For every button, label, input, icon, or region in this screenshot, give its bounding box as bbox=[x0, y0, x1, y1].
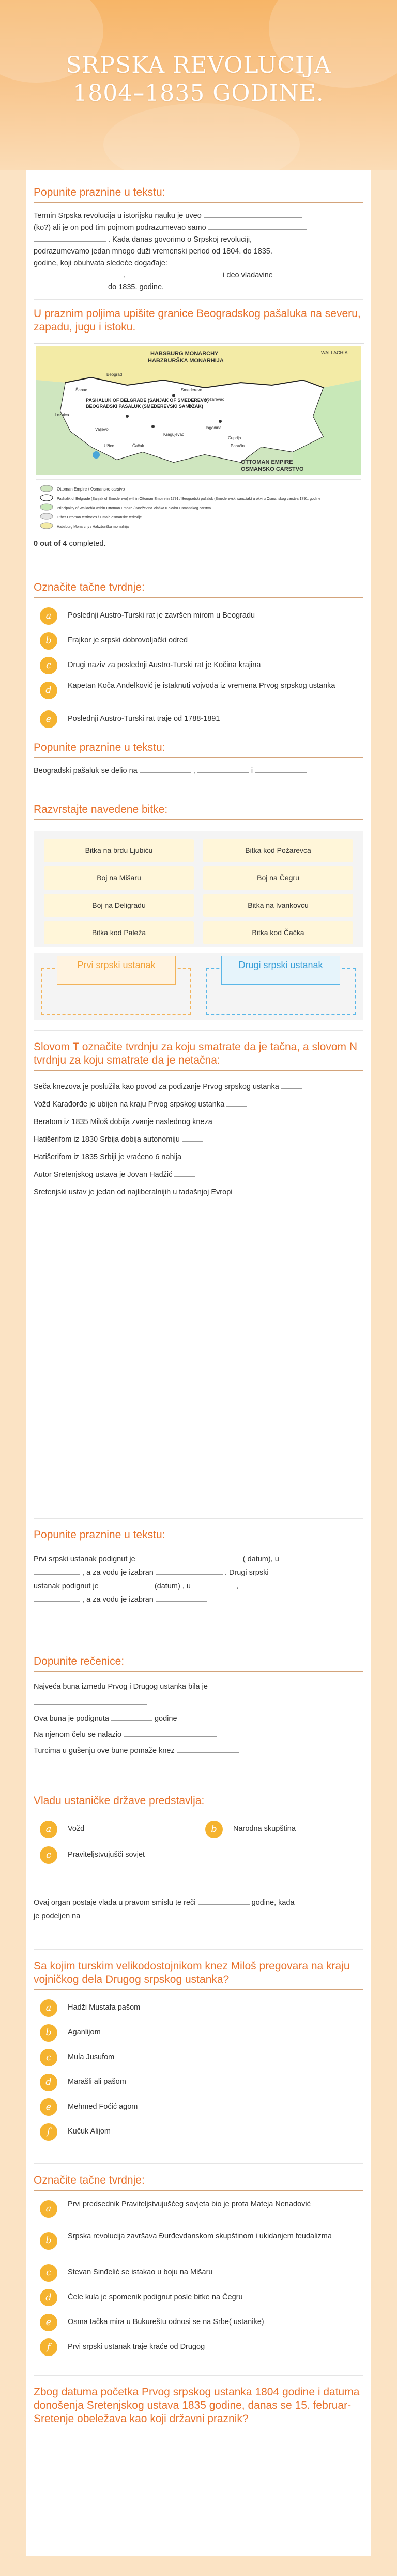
text: , bbox=[193, 767, 195, 775]
section-heading: Razvrstajte navedene bitke: bbox=[34, 803, 363, 820]
draggable-card[interactable]: Bitka kod Paleža bbox=[44, 921, 194, 944]
map-figure bbox=[34, 343, 364, 535]
blank-input[interactable] bbox=[101, 1581, 152, 1588]
page-header bbox=[0, 0, 397, 170]
text: , a za vođu je izabran bbox=[82, 1569, 154, 1577]
fill-text bbox=[34, 210, 363, 293]
option-letter: c bbox=[40, 2049, 57, 2066]
option-letter: e bbox=[40, 710, 57, 728]
title-line-2: 1804–1835 GODINE. bbox=[73, 80, 324, 106]
decor-blob bbox=[103, 103, 300, 170]
blank-input[interactable] bbox=[281, 1081, 302, 1089]
draggable-card[interactable]: Boj na Čegru bbox=[203, 866, 353, 890]
tf-item bbox=[34, 1148, 363, 1166]
map-legend-item: Principality of Wallachia within Ottoman Empire / Kneževina Vlaška u okviru Osmanskog carstva bbox=[57, 507, 211, 510]
title-line-1: SRPSKA REVOLUCIJA bbox=[66, 52, 331, 78]
map-town: Čačak bbox=[132, 444, 144, 448]
answer-option[interactable] bbox=[34, 2287, 363, 2308]
blank-input[interactable] bbox=[82, 1910, 160, 1918]
option-text: Narodna skupština bbox=[233, 1825, 296, 1833]
text: podrazumevamo jedan mnogo duži vremenski period od 1804. do 1835. bbox=[34, 247, 272, 256]
fill-text bbox=[34, 1553, 363, 1606]
fill-text bbox=[34, 1896, 363, 1923]
option-text: Prvi predsednik Praviteljstvujuščeg sovjeta bio je prota Mateja Nenadović bbox=[68, 2200, 311, 2208]
option-text: Vožd bbox=[68, 1825, 85, 1833]
section-true-statements-1 bbox=[34, 581, 363, 733]
text: Na njenom čelu se nalazio bbox=[34, 1731, 122, 1739]
answer-option[interactable] bbox=[34, 655, 363, 675]
option-text: Poslednji Austro-Turski rat traje od 1788-1891 bbox=[68, 715, 220, 723]
answer-option[interactable] bbox=[34, 2121, 363, 2142]
option-text: Mehmed Foćić agom bbox=[68, 2103, 138, 2111]
tf-text: Beratom iz 1835 Miloš dobija zvanje naslednog kneza bbox=[34, 1118, 212, 1126]
draggable-card[interactable]: Boj na Mišaru bbox=[44, 866, 194, 890]
map-town: Užice bbox=[104, 444, 115, 448]
map-legend-item: Pashalik of Belgrade (Sanjak of Smederevo) within Ottoman Empire in 1791 / Beogradski pašaluk (Smederevski sandžak) u okviru Osmanskog carstva 1791. godine bbox=[57, 497, 321, 501]
option-letter: d bbox=[40, 2074, 57, 2091]
text: , bbox=[236, 1582, 239, 1590]
section-heading: Dopunite rečenice: bbox=[34, 1655, 363, 1672]
map-label-wallachia: WALLACHIA bbox=[321, 350, 348, 355]
map-town: Ćuprija bbox=[228, 436, 241, 440]
option-letter: d bbox=[40, 2289, 57, 2306]
section-heading: Sa kojim turskim velikodostojnikom knez Miloš pregovara na kraju vojničkog dela Drugog srpskog ustanka? bbox=[34, 1959, 363, 1990]
option-letter: c bbox=[40, 657, 57, 674]
divider bbox=[34, 2375, 363, 2376]
option-text: Srpska revolucija završava Đurđevdanskom skupštinom i ukidanjem feudalizma bbox=[68, 2232, 332, 2240]
page-title bbox=[0, 52, 397, 107]
section-heading: Zbog datuma početka Prvog srpskog ustanka 1804 godine i datuma donošenja Sretenjskog ustava 1835 godine, danas se 15. februar-Sretenje obeležava kao koji državni praznik? bbox=[34, 2386, 360, 2425]
option-letter: a bbox=[40, 2200, 57, 2218]
draggable-card[interactable]: Bitka kod Požarevca bbox=[203, 839, 353, 862]
option-letter: e bbox=[40, 2098, 57, 2116]
blank-input[interactable] bbox=[138, 1554, 241, 1561]
text: Beogradski pašaluk se delio na bbox=[34, 767, 138, 775]
sentence bbox=[34, 1743, 363, 1759]
sentence bbox=[34, 1679, 363, 1695]
section-fill-text-3 bbox=[34, 1528, 363, 1606]
blank-input[interactable] bbox=[215, 1116, 235, 1124]
map-label-pasaluk-sr: BEOGRADSKI PAŠALUK (SMEDEREVSKI SANDŽAK) bbox=[86, 404, 203, 409]
answer-option[interactable] bbox=[199, 1819, 354, 1839]
option-text: Ćele kula je spomenik podignut posle bitke na Čegru bbox=[68, 2293, 243, 2301]
section-holiday-question bbox=[34, 2385, 363, 2456]
tf-item bbox=[34, 1166, 363, 1183]
blank-input[interactable] bbox=[204, 210, 302, 218]
text: do 1835. godine. bbox=[108, 283, 164, 291]
blank-input[interactable] bbox=[34, 2446, 204, 2454]
map-progress bbox=[34, 540, 363, 548]
text: godine, kada bbox=[251, 1899, 295, 1907]
card-tray bbox=[34, 831, 363, 947]
option-text: Stevan Sinđelić se istakao u boju na Mišaru bbox=[68, 2268, 213, 2277]
text: (ko?) ali je on pod tim pojmom podrazumevao samo bbox=[34, 224, 206, 232]
blank-input[interactable] bbox=[34, 1594, 80, 1602]
section-complete-sentences bbox=[34, 1655, 363, 1759]
option-text: Kučuk Alijom bbox=[68, 2127, 111, 2136]
text: Najveća buna između Prvog i Drugog ustanka bila je bbox=[34, 1683, 208, 1691]
section-sort-battles bbox=[34, 803, 363, 827]
answer-option[interactable] bbox=[34, 679, 363, 704]
option-letter: f bbox=[40, 2338, 57, 2356]
blank-input[interactable] bbox=[182, 1134, 203, 1142]
option-letter: b bbox=[40, 2024, 57, 2042]
divider bbox=[34, 299, 363, 300]
blank-input[interactable] bbox=[34, 1697, 147, 1705]
option-text: Mula Jusufom bbox=[68, 2053, 115, 2061]
option-text: Poslednji Austro-Turski rat je završen mirom u Beogradu bbox=[68, 611, 255, 620]
map-town: Šabac bbox=[75, 388, 87, 392]
section-heading: U praznim poljima upišite granice Beogradskog pašaluka na severu, zapadu, jugu i istoku. bbox=[34, 308, 361, 333]
section-heading: Popunite praznine u tekstu: bbox=[34, 741, 363, 758]
text: i bbox=[251, 767, 253, 775]
section-map bbox=[34, 307, 363, 334]
text: . Drugi srpski bbox=[224, 1569, 269, 1577]
progress-count: 0 out of 4 bbox=[34, 540, 67, 548]
blank-input[interactable] bbox=[34, 234, 106, 242]
blank-input[interactable] bbox=[208, 222, 307, 230]
worksheet bbox=[26, 170, 371, 2556]
blank-input[interactable] bbox=[170, 258, 252, 265]
option-letter: e bbox=[40, 2314, 57, 2331]
section-negotiator bbox=[34, 1959, 363, 2146]
blank-input[interactable] bbox=[34, 281, 106, 289]
map-town: Jagodina bbox=[205, 425, 222, 430]
text: ustanak podignut je bbox=[34, 1582, 99, 1590]
fill-text bbox=[34, 765, 363, 777]
blank-input[interactable] bbox=[184, 1151, 204, 1159]
tf-item bbox=[34, 1183, 363, 1201]
map-town: Loznica bbox=[55, 413, 69, 417]
option-text: Praviteljstvujušči sovjet bbox=[68, 1851, 145, 1859]
tf-text: Seča knezova je poslužila kao povod za podizanje Prvog srpskog ustanka bbox=[34, 1083, 279, 1091]
text: Turcima u gušenju ove bune pomaže knez bbox=[34, 1747, 175, 1755]
text: Prvi srpski ustanak podignut je bbox=[34, 1555, 135, 1563]
draggable-card[interactable]: Bitka na brdu Ljubiću bbox=[44, 839, 194, 862]
tf-text: Autor Sretenjskog ustava je Jovan Hadžić bbox=[34, 1171, 173, 1179]
sentence bbox=[34, 1711, 363, 1727]
text: godine, koji obuhvata sledeće događaje: bbox=[34, 259, 167, 267]
answer-option[interactable] bbox=[34, 2262, 363, 2283]
blank-input[interactable] bbox=[197, 765, 249, 773]
answer-option[interactable] bbox=[34, 2198, 363, 2226]
text: godine bbox=[154, 1715, 177, 1723]
option-letter: d bbox=[40, 682, 57, 699]
tf-item bbox=[34, 1131, 363, 1148]
tf-text: Hatišerifom iz 1835 Srbiji je vraćeno 6 nahija bbox=[34, 1153, 182, 1161]
answer-option[interactable] bbox=[34, 2072, 363, 2092]
tf-text: Vožd Karađorđe je ubijen na kraju Prvog srpskog ustanka bbox=[34, 1100, 225, 1109]
section-government bbox=[34, 1794, 363, 1923]
section-heading: Slovom T označite tvrdnju za koju smatrate da je tačna, a slovom N tvrdnju za koju smatrate da je netačna: bbox=[34, 1040, 363, 1071]
section-true-statements-2 bbox=[34, 2174, 363, 2361]
text: Termin Srpska revolucija u istorijsku nauku je uveo bbox=[34, 212, 202, 220]
answer-option[interactable] bbox=[34, 1844, 240, 1865]
map-label-habsburg: HABSBURG MONARCHY bbox=[150, 351, 219, 357]
blank-input[interactable] bbox=[156, 1594, 207, 1602]
map-label-pasaluk: PASHALUK OF BELGRADE (SANJAK OF SMEDEREVO) bbox=[86, 398, 209, 403]
option-text: Marašli ali pašom bbox=[68, 2078, 126, 2086]
map-town: Beograd bbox=[106, 372, 123, 377]
map-label-habsburg-sr: HABZBURŠKA MONARHIJA bbox=[148, 358, 224, 364]
map-label-ottoman-sr: OSMANSKO CARSTVO bbox=[241, 466, 304, 472]
text: Ova buna je podignuta bbox=[34, 1715, 109, 1723]
answer-option[interactable] bbox=[34, 708, 363, 729]
text: ( datum), u bbox=[242, 1555, 279, 1563]
blank-input[interactable] bbox=[128, 270, 221, 277]
divider bbox=[34, 1518, 363, 1519]
section-heading: Popunite praznine u tekstu: bbox=[34, 186, 363, 203]
answer-option[interactable] bbox=[34, 1997, 363, 2018]
tf-list bbox=[34, 1078, 363, 1201]
bucket-label-second: Drugi srpski ustanak bbox=[221, 956, 340, 985]
map-image bbox=[34, 344, 363, 535]
text: . Kada danas govorimo o Srpskoj revoluciji, bbox=[108, 235, 252, 244]
blank-input[interactable] bbox=[111, 1713, 152, 1721]
option-letter: b bbox=[40, 2232, 57, 2250]
map-legend-item: Habsburg Monarchy / Habzburška monarhija bbox=[57, 525, 129, 529]
option-letter: f bbox=[40, 2123, 57, 2141]
sentence bbox=[34, 1727, 363, 1743]
map-town: Valjevo bbox=[95, 427, 109, 432]
option-letter: b bbox=[205, 1821, 223, 1838]
map-town: Požarevac bbox=[205, 397, 224, 402]
blank-input[interactable] bbox=[156, 1567, 223, 1575]
option-letter: c bbox=[40, 2264, 57, 2282]
map-town: Paraćin bbox=[231, 444, 245, 448]
map-legend-item: Other Ottoman territories / Ostale osmanske teritorije bbox=[57, 516, 142, 519]
option-text: Kapetan Koča Anđelković je istaknuti vojvoda iz vremena Prvog srpskog ustanka bbox=[68, 682, 335, 690]
option-letter: a bbox=[40, 1821, 57, 1838]
option-text: Frajkor je srpski dobrovoljački odred bbox=[68, 636, 188, 644]
option-letter: a bbox=[40, 607, 57, 625]
text: (datum) , u bbox=[154, 1582, 191, 1590]
tf-item bbox=[34, 1096, 363, 1113]
tf-text: Hatišerifom iz 1830 Srbija dobija autonomiju bbox=[34, 1135, 180, 1144]
blank-input[interactable] bbox=[255, 765, 307, 773]
answer-option[interactable] bbox=[34, 605, 363, 626]
divider bbox=[34, 1949, 363, 1950]
answer-option[interactable] bbox=[34, 2312, 363, 2332]
tf-item bbox=[34, 1078, 363, 1096]
divider bbox=[34, 1030, 363, 1031]
answer-option[interactable] bbox=[34, 2022, 363, 2043]
divider bbox=[34, 2163, 363, 2164]
blank-input[interactable] bbox=[235, 1187, 255, 1194]
map-town: Smederevo bbox=[181, 388, 202, 392]
blank-input[interactable] bbox=[34, 270, 121, 277]
blank-input[interactable] bbox=[177, 1745, 239, 1753]
progress-suffix: completed. bbox=[69, 540, 106, 548]
text: i deo vladavine bbox=[223, 271, 273, 279]
option-text: Prvi srpski ustanak traje kraće od Drugog bbox=[68, 2343, 205, 2351]
section-heading: Vladu ustaničke države predstavlja: bbox=[34, 1794, 363, 1811]
options-grid bbox=[34, 1819, 363, 1870]
text: je podeljen na bbox=[34, 1912, 81, 1920]
blank-input[interactable] bbox=[198, 1897, 250, 1905]
blank-input[interactable] bbox=[193, 1581, 234, 1588]
answer-option[interactable] bbox=[34, 2096, 363, 2117]
option-letter: b bbox=[40, 632, 57, 650]
option-text: Drugi naziv za poslednji Austro-Turski rat je Kočina krajina bbox=[68, 661, 261, 669]
sentence-list bbox=[34, 1679, 363, 1759]
map-town: Kragujevac bbox=[163, 432, 185, 437]
section-fill-text-2 bbox=[34, 741, 363, 777]
answer-option[interactable] bbox=[34, 630, 363, 651]
draggable-card[interactable]: Boj na Deligradu bbox=[44, 894, 194, 917]
blank-input[interactable] bbox=[34, 1567, 80, 1575]
answer-line bbox=[34, 2446, 363, 2456]
section-heading: Označite tačne tvrdnje: bbox=[34, 581, 363, 598]
answer-option[interactable] bbox=[34, 1819, 189, 1839]
draggable-card[interactable]: Bitka kod Čačka bbox=[203, 921, 353, 944]
tf-item bbox=[34, 1113, 363, 1131]
option-text: Hadži Mustafa pašom bbox=[68, 2003, 141, 2012]
text: , bbox=[124, 271, 126, 279]
option-letter: c bbox=[40, 1846, 57, 1864]
section-true-false bbox=[34, 1040, 363, 1201]
blank-input[interactable] bbox=[124, 1729, 217, 1737]
blank-input[interactable] bbox=[174, 1169, 195, 1177]
section-heading: Označite tačne tvrdnje: bbox=[34, 2174, 363, 2191]
draggable-card[interactable]: Bitka na Ivankovcu bbox=[203, 894, 353, 917]
sentence bbox=[34, 1695, 363, 1711]
answer-option[interactable] bbox=[34, 2047, 363, 2067]
drop-zones bbox=[34, 953, 363, 1020]
answer-option[interactable] bbox=[34, 2336, 363, 2357]
option-letter: a bbox=[40, 1999, 57, 2017]
section-heading: Popunite praznine u tekstu: bbox=[34, 1528, 363, 1545]
blank-input[interactable] bbox=[226, 1099, 247, 1107]
text: Ovaj organ postaje vlada u pravom smislu te reči bbox=[34, 1899, 196, 1907]
answer-option[interactable] bbox=[34, 2230, 363, 2258]
map-legend-item: Ottoman Empire / Osmansko carstvo bbox=[57, 487, 125, 492]
map-label-ottoman: OTTOMAN EMPIRE bbox=[241, 459, 293, 465]
text: , a za vođu je izabran bbox=[82, 1595, 154, 1604]
option-text: Aganlijom bbox=[68, 2028, 101, 2036]
blank-input[interactable] bbox=[140, 765, 191, 773]
section-fill-text-1 bbox=[34, 186, 363, 293]
option-text: Osma tačka mira u Bukureštu odnosi se na Srbe( ustanike) bbox=[68, 2318, 264, 2326]
bucket-label-first: Prvi srpski ustanak bbox=[57, 956, 176, 985]
tf-text: Sretenjski ustav je jedan od najliberalnijih u tadašnjoj Evropi bbox=[34, 1188, 233, 1196]
